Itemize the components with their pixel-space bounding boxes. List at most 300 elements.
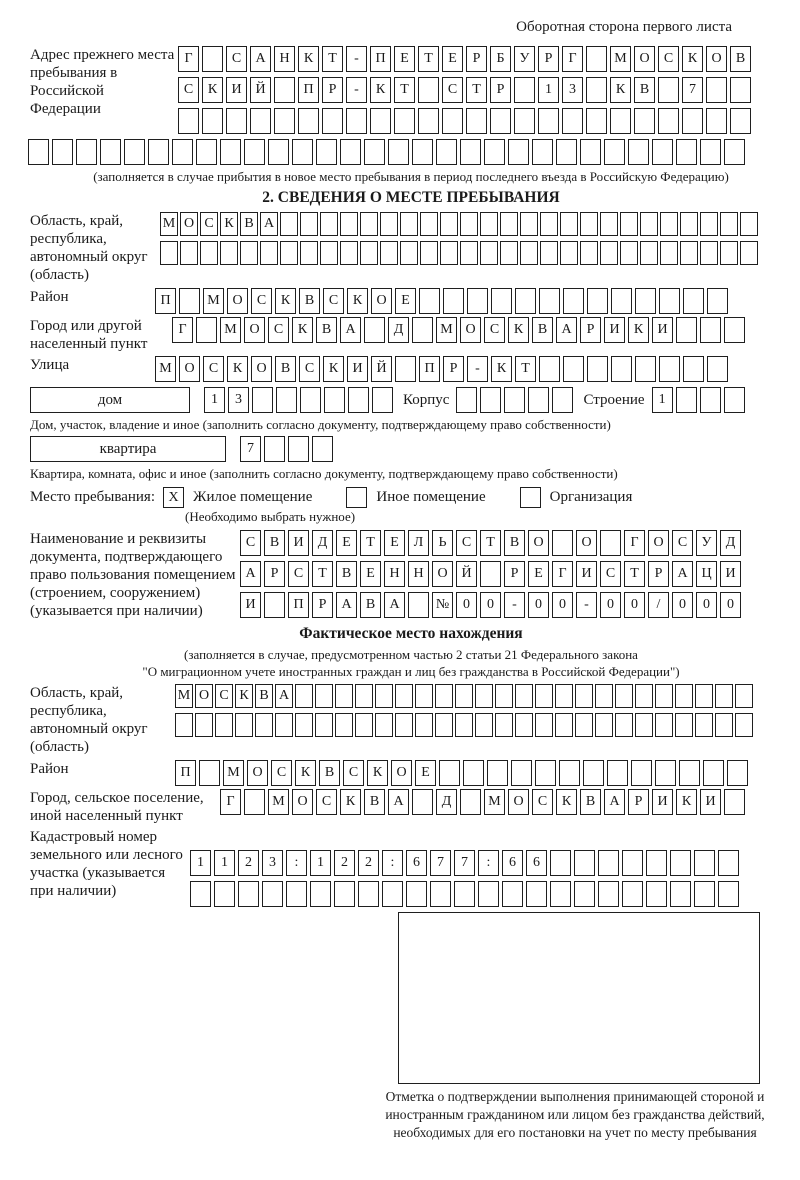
char-box: [680, 241, 698, 265]
char-box: [676, 139, 697, 165]
char-box: К: [340, 789, 361, 815]
char-box: К: [298, 46, 319, 72]
char-box: [655, 684, 673, 708]
char-box: [460, 212, 478, 236]
char-box: [555, 713, 573, 737]
prev-address-line-2: [178, 77, 754, 103]
char-box: Т: [466, 77, 487, 103]
char-box: [727, 760, 748, 786]
char-box: О: [179, 356, 200, 382]
char-box: [360, 241, 378, 265]
char-box: [539, 288, 560, 314]
char-box: [640, 241, 658, 265]
char-box: [235, 713, 253, 737]
char-box: [620, 212, 638, 236]
char-box: Р: [443, 356, 464, 382]
char-box: [348, 387, 369, 413]
char-box: К: [202, 77, 223, 103]
char-box: Т: [480, 530, 501, 556]
char-box: [659, 356, 680, 382]
char-box: [628, 139, 649, 165]
char-box: [238, 881, 259, 907]
actual-location-caption-2: "О миграционном учете иностранных граждан и лиц без гражданства в Российской Федерации"): [142, 664, 680, 679]
char-box: [196, 317, 217, 343]
char-box: [240, 241, 258, 265]
char-box: О: [648, 530, 669, 556]
char-box: [355, 713, 373, 737]
char-box: [535, 713, 553, 737]
char-box: [200, 241, 218, 265]
char-box: [610, 108, 631, 134]
char-box: М: [484, 789, 505, 815]
char-box: 3: [562, 77, 583, 103]
char-box: [730, 108, 751, 134]
char-box: [280, 241, 298, 265]
char-box: С: [343, 760, 364, 786]
char-box: [292, 139, 313, 165]
char-box: [718, 881, 739, 907]
char-box: [740, 212, 758, 236]
char-box: В: [264, 530, 285, 556]
char-box: Д: [720, 530, 741, 556]
char-box: [615, 713, 633, 737]
char-box: А: [556, 317, 577, 343]
char-box: К: [292, 317, 313, 343]
option-organization-label: Организация: [549, 489, 633, 505]
char-box: [600, 241, 618, 265]
char-box: [552, 387, 573, 413]
char-box: [400, 212, 418, 236]
house-widebox: дом: [30, 387, 190, 413]
char-box: [480, 387, 501, 413]
char-box: [718, 850, 739, 876]
char-box: [670, 881, 691, 907]
char-box: [280, 212, 298, 236]
char-box: [124, 139, 145, 165]
char-box: [580, 212, 598, 236]
char-box: [595, 684, 613, 708]
char-box: О: [244, 317, 265, 343]
char-box: [600, 212, 618, 236]
document-label: Наименование и реквизиты документа, подтверждающего право пользования помещением (строением, сооружением) (указывается при наличии): [30, 531, 236, 619]
char-box: Й: [371, 356, 392, 382]
char-box: Г: [172, 317, 193, 343]
char-box: [478, 881, 499, 907]
char-box: С: [600, 561, 621, 587]
char-box: 0: [600, 592, 621, 618]
char-box: [670, 850, 691, 876]
char-box: :: [478, 850, 499, 876]
char-box: [511, 760, 532, 786]
char-box: И: [604, 317, 625, 343]
char-box: [395, 356, 416, 382]
char-box: №: [432, 592, 453, 618]
char-box: [300, 212, 318, 236]
char-box: [552, 530, 573, 556]
char-box: [484, 139, 505, 165]
char-box: С: [203, 356, 224, 382]
char-box: [675, 713, 693, 737]
char-box: [695, 713, 713, 737]
char-box: [724, 789, 745, 815]
char-box: С: [268, 317, 289, 343]
char-box: Р: [490, 77, 511, 103]
char-box: [340, 139, 361, 165]
char-box: 2: [334, 850, 355, 876]
char-box: К: [610, 77, 631, 103]
char-box: 0: [624, 592, 645, 618]
char-box: П: [175, 760, 196, 786]
char-box: Е: [528, 561, 549, 587]
char-box: [660, 241, 678, 265]
char-box: Р: [312, 592, 333, 618]
char-box: О: [180, 212, 198, 236]
char-box: [364, 317, 385, 343]
char-box: [420, 212, 438, 236]
char-box: П: [298, 77, 319, 103]
char-box: К: [370, 77, 391, 103]
char-box: О: [195, 684, 213, 708]
char-box: [724, 317, 745, 343]
char-box: И: [288, 530, 309, 556]
char-box: А: [340, 317, 361, 343]
char-box: Д: [312, 530, 333, 556]
korpus-label: Корпус: [403, 392, 450, 408]
char-box: [528, 387, 549, 413]
char-box: С: [178, 77, 199, 103]
char-box: [600, 530, 621, 556]
char-box: О: [432, 561, 453, 587]
char-box: [196, 139, 217, 165]
char-box: [418, 77, 439, 103]
char-box: [264, 436, 285, 462]
char-box: [320, 212, 338, 236]
char-box: К: [235, 684, 253, 708]
char-box: [631, 760, 652, 786]
char-box: И: [720, 561, 741, 587]
char-box: 1: [538, 77, 559, 103]
char-box: [504, 387, 525, 413]
char-box: [252, 387, 273, 413]
char-box: [634, 108, 655, 134]
char-box: [335, 713, 353, 737]
char-box: 6: [502, 850, 523, 876]
char-box: [467, 288, 488, 314]
char-box: К: [275, 288, 296, 314]
char-box: [460, 139, 481, 165]
char-box: [334, 881, 355, 907]
cadastral-row: [30, 828, 792, 907]
char-box: [420, 241, 438, 265]
char-box: [595, 713, 613, 737]
prev-address-rows: [178, 46, 754, 134]
char-box: В: [504, 530, 525, 556]
char-box: [406, 881, 427, 907]
char-box: [316, 139, 337, 165]
char-box: Т: [394, 77, 415, 103]
char-box: [535, 684, 553, 708]
char-box: Р: [466, 46, 487, 72]
char-box: А: [384, 592, 405, 618]
char-box: С: [288, 561, 309, 587]
char-box: 7: [682, 77, 703, 103]
char-box: Н: [274, 46, 295, 72]
char-box: [443, 288, 464, 314]
char-box: [502, 881, 523, 907]
char-box: Ц: [696, 561, 717, 587]
char-box: М: [155, 356, 176, 382]
char-box: [480, 212, 498, 236]
actual-city-row: [30, 789, 792, 825]
char-box: [700, 212, 718, 236]
char-box: [635, 288, 656, 314]
char-box: [640, 212, 658, 236]
char-box: [315, 684, 333, 708]
char-box: В: [360, 592, 381, 618]
char-box: Т: [312, 561, 333, 587]
char-box: [160, 241, 178, 265]
char-box: [679, 760, 700, 786]
char-box: [190, 881, 211, 907]
char-box: Г: [562, 46, 583, 72]
char-box: [226, 108, 247, 134]
char-box: [442, 108, 463, 134]
prev-address-caption: (заполняется в случае прибытия в новое место пребывания в период последнего въезда в Российскую Федерацию): [93, 169, 729, 184]
char-box: С: [323, 288, 344, 314]
char-box: С: [658, 46, 679, 72]
char-box: [340, 241, 358, 265]
char-box: Й: [456, 561, 477, 587]
char-box: А: [672, 561, 693, 587]
char-box: К: [508, 317, 529, 343]
char-box: 7: [454, 850, 475, 876]
char-box: [220, 139, 241, 165]
char-box: М: [220, 317, 241, 343]
char-box: [683, 356, 704, 382]
char-box: К: [295, 760, 316, 786]
char-box: [463, 760, 484, 786]
region-line-2: [160, 241, 760, 265]
char-box: И: [652, 317, 673, 343]
actual-location-caption-1: (заполняется в случае, предусмотренном частью 2 статьи 21 Федерального закона: [184, 647, 638, 662]
char-box: С: [226, 46, 247, 72]
char-box: [520, 241, 538, 265]
char-box: [264, 592, 285, 618]
char-box: [500, 241, 518, 265]
char-box: [487, 760, 508, 786]
char-box: В: [532, 317, 553, 343]
char-box: [310, 881, 331, 907]
char-box: В: [580, 789, 601, 815]
char-box: [540, 212, 558, 236]
char-box: О: [460, 317, 481, 343]
char-box: [559, 760, 580, 786]
stay-place-label: Место пребывания:: [30, 489, 155, 505]
char-box: [715, 684, 733, 708]
char-box: А: [250, 46, 271, 72]
char-box: [475, 684, 493, 708]
char-box: Р: [504, 561, 525, 587]
char-box: К: [220, 212, 238, 236]
char-box: [335, 684, 353, 708]
char-box: [415, 713, 433, 737]
char-box: М: [268, 789, 289, 815]
char-box: [658, 77, 679, 103]
char-box: [180, 241, 198, 265]
char-box: [658, 108, 679, 134]
char-box: М: [203, 288, 224, 314]
char-box: К: [367, 760, 388, 786]
cadastral-line-1: [190, 850, 742, 876]
char-box: [500, 212, 518, 236]
char-box: С: [316, 789, 337, 815]
prev-address-line-4: [28, 139, 792, 165]
char-box: [635, 684, 653, 708]
char-box: 7: [240, 436, 261, 462]
char-box: К: [491, 356, 512, 382]
char-box: [380, 241, 398, 265]
char-box: Р: [264, 561, 285, 587]
char-box: [563, 288, 584, 314]
char-box: Р: [322, 77, 343, 103]
char-box: [262, 881, 283, 907]
actual-district-row: [30, 760, 792, 786]
char-box: Й: [250, 77, 271, 103]
char-box: Р: [580, 317, 601, 343]
char-box: [540, 241, 558, 265]
char-box: [700, 387, 721, 413]
char-box: [491, 288, 512, 314]
char-box: [268, 139, 289, 165]
char-box: [575, 713, 593, 737]
char-box: С: [215, 684, 233, 708]
char-box: [440, 241, 458, 265]
char-box: [622, 881, 643, 907]
char-box: С: [442, 77, 463, 103]
char-box: А: [260, 212, 278, 236]
char-box: С: [532, 789, 553, 815]
char-box: [611, 288, 632, 314]
char-box: В: [364, 789, 385, 815]
char-box: 1: [190, 850, 211, 876]
char-box: /: [648, 592, 669, 618]
char-box: [682, 108, 703, 134]
char-box: [586, 46, 607, 72]
char-box: [586, 77, 607, 103]
char-box: [694, 850, 715, 876]
char-box: [480, 241, 498, 265]
actual-region-line-2: [175, 713, 755, 737]
char-box: [735, 713, 753, 737]
char-box: К: [347, 288, 368, 314]
char-box: О: [576, 530, 597, 556]
char-box: 6: [406, 850, 427, 876]
char-box: [562, 108, 583, 134]
char-box: [456, 387, 477, 413]
char-box: В: [240, 212, 258, 236]
char-box: [675, 684, 693, 708]
city-cells: [172, 317, 748, 343]
char-box: [418, 108, 439, 134]
char-box: [700, 139, 721, 165]
char-box: [598, 881, 619, 907]
char-box: Б: [490, 46, 511, 72]
char-box: [680, 212, 698, 236]
char-box: [439, 760, 460, 786]
char-box: [707, 356, 728, 382]
char-box: [455, 713, 473, 737]
char-box: [202, 108, 223, 134]
char-box: Т: [322, 46, 343, 72]
char-box: [388, 139, 409, 165]
apartment-row: [30, 436, 792, 462]
char-box: [298, 108, 319, 134]
char-box: П: [419, 356, 440, 382]
char-box: Л: [408, 530, 429, 556]
char-box: [375, 713, 393, 737]
char-box: А: [388, 789, 409, 815]
stay-place-row: [30, 487, 792, 508]
char-box: [220, 241, 238, 265]
char-box: [495, 713, 513, 737]
char-box: [580, 241, 598, 265]
char-box: [598, 850, 619, 876]
char-box: Е: [442, 46, 463, 72]
char-box: Р: [648, 561, 669, 587]
stroenie-cells: [652, 387, 748, 413]
char-box: Е: [336, 530, 357, 556]
char-box: К: [323, 356, 344, 382]
char-box: [394, 108, 415, 134]
char-box: [435, 684, 453, 708]
char-box: О: [528, 530, 549, 556]
district-row: [30, 288, 792, 314]
document-rows: [240, 530, 744, 618]
char-box: [274, 77, 295, 103]
char-box: [660, 212, 678, 236]
actual-region-rows: [175, 684, 755, 737]
char-box: [556, 139, 577, 165]
char-box: [295, 713, 313, 737]
char-box: [148, 139, 169, 165]
char-box: [703, 760, 724, 786]
char-box: [514, 108, 535, 134]
char-box: [276, 387, 297, 413]
char-box: [724, 387, 745, 413]
char-box: [440, 212, 458, 236]
prev-address-label: Адрес прежнего места пребывания в Российской Федерации: [30, 47, 175, 117]
char-box: [563, 356, 584, 382]
document-line-2: [240, 561, 744, 587]
char-box: [395, 713, 413, 737]
char-box: [375, 684, 393, 708]
char-box: [202, 46, 223, 72]
section2-title: 2. СВЕДЕНИЯ О МЕСТЕ ПРЕБЫВАНИЯ: [262, 189, 560, 206]
char-box: А: [240, 561, 261, 587]
char-box: К: [676, 789, 697, 815]
street-row: [30, 356, 792, 382]
char-box: Г: [178, 46, 199, 72]
char-box: 0: [720, 592, 741, 618]
char-box: [412, 317, 433, 343]
prev-address-line-1: [178, 46, 754, 72]
char-box: [274, 108, 295, 134]
char-box: О: [706, 46, 727, 72]
char-box: [312, 436, 333, 462]
char-box: И: [652, 789, 673, 815]
stroenie-label: Строение: [583, 392, 645, 408]
char-box: О: [634, 46, 655, 72]
